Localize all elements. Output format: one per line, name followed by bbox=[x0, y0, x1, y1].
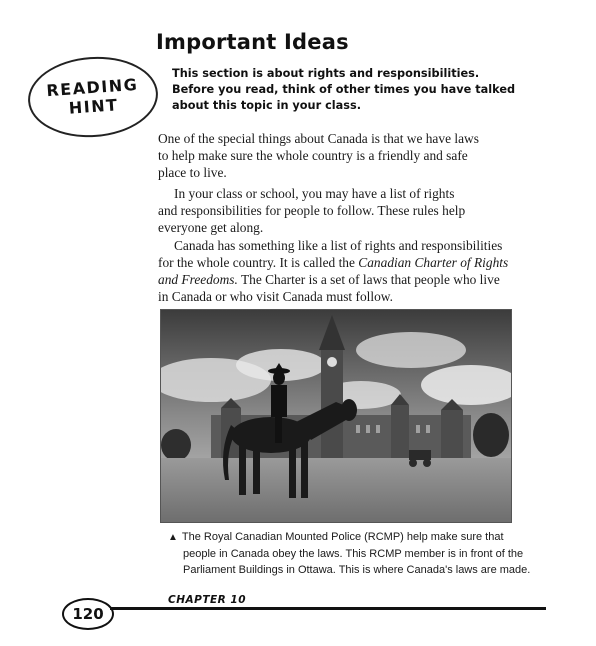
section-heading: Important Ideas bbox=[156, 30, 349, 54]
paragraph-line bbox=[158, 271, 538, 288]
paragraph-line: One of the special things about Canada is that we have laws bbox=[158, 131, 479, 146]
paragraph-line: place to live. bbox=[158, 165, 227, 180]
caption-text: The Royal Canadian Mounted Police (RCMP) help make sure that bbox=[181, 531, 504, 543]
paragraph-line: everyone get along. bbox=[158, 220, 264, 235]
photo-caption bbox=[168, 529, 568, 578]
triangle-marker-icon: ▲ bbox=[168, 532, 178, 543]
paragraph-line: In your class or school, you may have a list of rights bbox=[174, 186, 455, 201]
chapter-label: CHAPTER 10 bbox=[168, 594, 247, 606]
paragraph-line: in Canada or who visit Canada must follow. bbox=[158, 289, 393, 304]
reading-hint-label-2: HINT bbox=[68, 95, 120, 118]
text-run: The Charter is a set of laws that people who live bbox=[237, 272, 500, 287]
paragraph-1 bbox=[158, 130, 538, 181]
paragraph-2 bbox=[158, 185, 538, 236]
rcmp-photo-illustration bbox=[161, 310, 511, 522]
charter-title: and Freedoms. bbox=[158, 272, 238, 287]
paragraph-line: to help make sure the whole country is a friendly and safe bbox=[158, 148, 468, 163]
page-number: 120 bbox=[62, 598, 114, 630]
caption-line: Parliament Buildings in Ottawa. This is where Canada's laws are made. bbox=[183, 564, 531, 576]
caption-line bbox=[168, 529, 568, 546]
hint-text-line: This section is about rights and responsibilities. bbox=[172, 67, 480, 80]
footer-rule bbox=[110, 607, 546, 610]
reading-hint-badge bbox=[25, 53, 160, 142]
rcmp-photo bbox=[160, 309, 512, 523]
caption-line: people in Canada obey the laws. This RCMP member is in front of the bbox=[183, 548, 524, 560]
charter-title: Canadian Charter of Rights bbox=[358, 255, 509, 270]
reading-hint-text bbox=[172, 66, 516, 114]
paragraph-line: Canada has something like a list of rights and responsibilities bbox=[174, 238, 503, 253]
text-run: for the whole country. It is called the bbox=[158, 255, 359, 270]
paragraph-3 bbox=[158, 237, 538, 305]
hint-text-line: Before you read, think of other times you have talked bbox=[172, 83, 516, 96]
reading-hint-label-1: READING bbox=[45, 74, 139, 101]
paragraph-line bbox=[158, 254, 538, 271]
paragraph-line: and responsibilities for people to follow. These rules help bbox=[158, 203, 466, 218]
hint-text-line: about this topic in your class. bbox=[172, 99, 362, 112]
